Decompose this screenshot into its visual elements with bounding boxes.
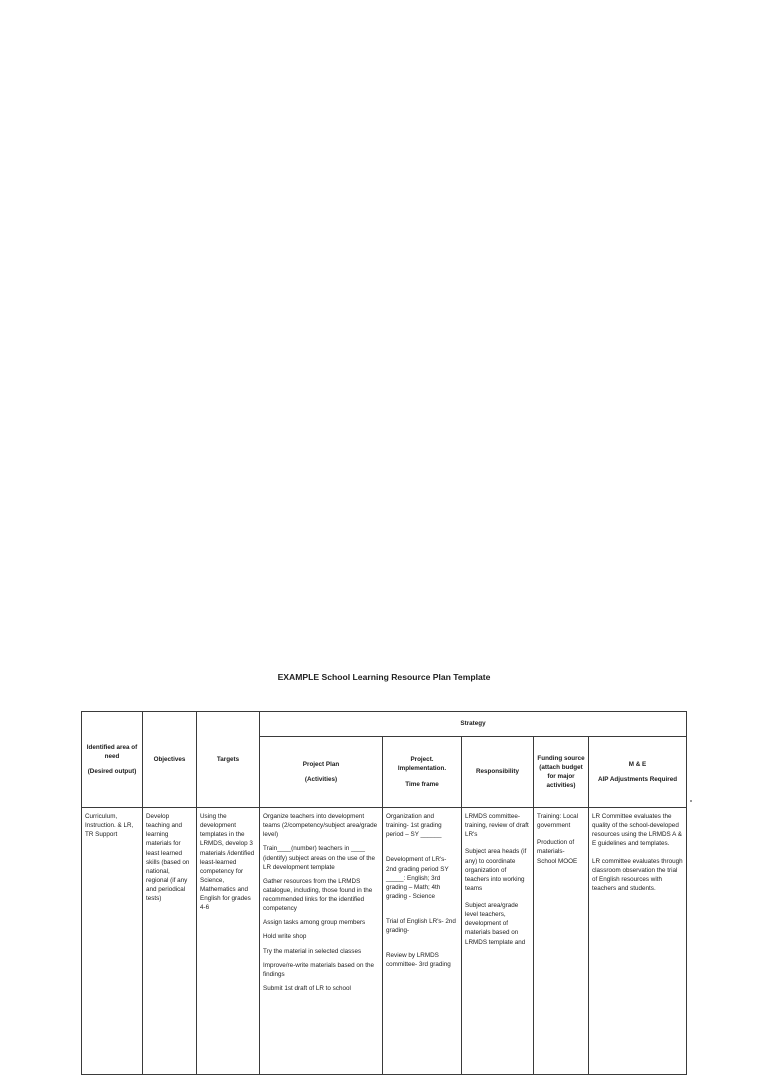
header-implementation: Project. Implementation. Time frame bbox=[383, 737, 462, 808]
header-project-plan: Project Plan (Activities) bbox=[260, 737, 383, 808]
project-plan-item: Organize teachers into development teams (2/competency/subject area/grade level) bbox=[263, 813, 378, 839]
project-plan-item: Submit 1st draft of LR to school bbox=[263, 984, 351, 992]
responsibility-item: LRMDS committee- training, review of draft LR's bbox=[465, 813, 529, 839]
cell-project-plan bbox=[260, 808, 383, 1075]
cell-responsibility bbox=[462, 808, 534, 1075]
table-row bbox=[82, 808, 687, 1075]
header-identified-area: Identified area of need (Desired output) bbox=[82, 712, 143, 808]
me-item: LR committee evaluates through classroom observation the trial of English resources with teachers and students. bbox=[592, 857, 683, 892]
cell-funding bbox=[534, 808, 589, 1075]
funding-item: Production of materials- School MOOE bbox=[537, 839, 578, 865]
project-plan-item: Hold write shop bbox=[263, 933, 307, 941]
cell-targets: Using the development templates in the LRMDS, develop 3 materials /identified least-learned competency for Science, Mathematics and English for grades 4-6 bbox=[197, 808, 260, 1075]
header-objectives: Objectives bbox=[143, 712, 197, 808]
cell-me bbox=[589, 808, 687, 1075]
cell-identified-area: Curriculum, Instruction. & LR, TR Support bbox=[82, 808, 143, 1075]
learning-resource-plan-table bbox=[81, 711, 687, 1075]
project-plan-item: Train____(number) teachers in ____ (identify) subject areas on the use of the LR development template bbox=[263, 845, 376, 871]
project-plan-item: Gather resources from the LRMDS catalogue, including, those found in the recommended links for the identified competency bbox=[263, 877, 373, 913]
header-me: M & E AIP Adjustments Required bbox=[589, 737, 687, 808]
header-me-sub: AIP Adjustments Required bbox=[597, 776, 678, 783]
project-plan-item: Assign tasks among group members bbox=[263, 919, 366, 927]
cell-objectives: Develop teaching and learning materials for least learned skills (based on national, regional (if any and periodical tests) bbox=[143, 808, 197, 1075]
header-targets: Targets bbox=[197, 712, 260, 808]
implementation-item: Trial of English LR's- 2nd grading- bbox=[386, 918, 456, 935]
cell-implementation bbox=[383, 808, 462, 1075]
header-project-plan-sub: (Activities) bbox=[304, 776, 338, 783]
header-identified-area-sub: (Desired output) bbox=[87, 768, 137, 776]
me-item: LR Committee evaluates the quality of the school-developed resources using the LRMDS A & E guidelines and templates. bbox=[592, 813, 682, 848]
project-plan-item: Improve/re-write materials based on the findings bbox=[263, 961, 374, 978]
implementation-item: Review by LRMDS committee- 3rd grading bbox=[386, 952, 451, 969]
responsibility-item: Subject area/grade level teachers, development of materials based on LRMDS template and bbox=[465, 902, 526, 946]
implementation-item: Organization and training- 1st grading period – SY ______ bbox=[386, 813, 442, 839]
document-title: EXAMPLE School Learning Resource Plan Template bbox=[277, 672, 491, 682]
header-group-row bbox=[82, 712, 687, 737]
header-funding: Funding source (attach budget for major activities) bbox=[534, 737, 589, 808]
stray-mark bbox=[690, 800, 692, 802]
funding-item: Training: Local government bbox=[537, 813, 579, 830]
implementation-item: Development of LR's- 2nd grading period SY _____: English; 3rd grading – Math; 4th grading - Science bbox=[386, 856, 449, 900]
responsibility-item: Subject area heads (if any) to coordinate organization of teachers into working teams bbox=[465, 848, 527, 892]
header-strategy: Strategy bbox=[260, 712, 687, 737]
project-plan-item: Try the material in selected classes bbox=[263, 947, 362, 955]
header-implementation-sub: Time frame bbox=[405, 780, 439, 788]
header-responsibility: Responsibility bbox=[462, 737, 534, 808]
